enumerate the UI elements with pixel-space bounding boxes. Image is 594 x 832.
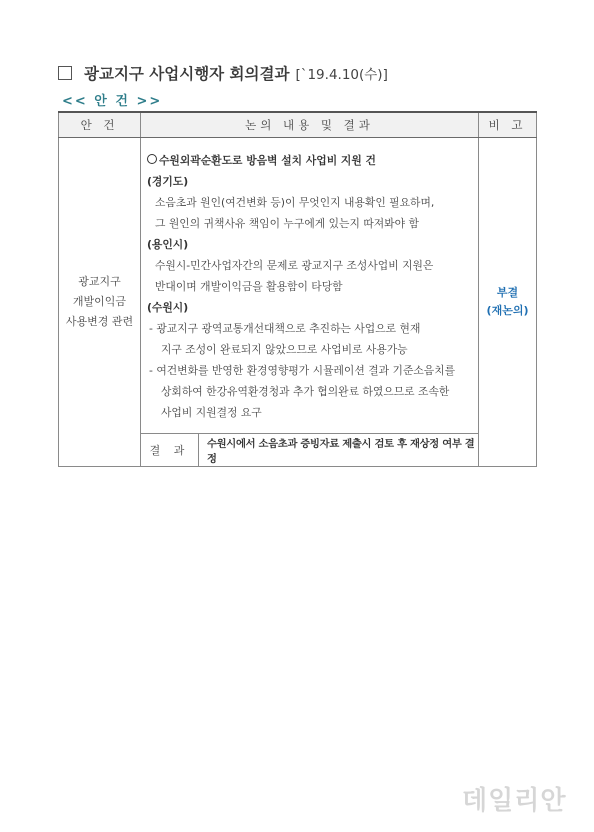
- header-content: 논의 내용 및 결과: [141, 112, 479, 138]
- yongin-line: 수원시-민간사업자간의 문제로 광교지구 조성사업비 지원은: [155, 259, 434, 272]
- note-line: 부결: [496, 286, 519, 299]
- item-title: [147, 150, 472, 171]
- suwon-bullet-line: 지구 조성이 완료되지 않았으므로 사업비로 사용가능: [161, 343, 408, 356]
- agenda-line: 개발이익금: [72, 295, 127, 308]
- header-agenda: 안 건: [59, 112, 141, 138]
- suwon-bullet-line: 상회하여 한강유역환경청과 추가 협의완료 하였으므로 조속한: [161, 385, 450, 398]
- section-label: << 안 건 >>: [62, 94, 163, 109]
- watermark-logo: 데일리안: [462, 786, 567, 816]
- suwon-bullet-line: - 광교지구 광역교통개선대책으로 추진하는 사업으로 현재: [149, 322, 421, 335]
- note-line: (재논의): [486, 304, 529, 317]
- suwon-bullet-line: 사업비 지원결정 요구: [161, 406, 262, 419]
- result-text: 수원시에서 소음초과 증빙자료 제출시 검토 후 재상정 여부 결정: [199, 434, 479, 467]
- table-row: [59, 138, 537, 434]
- table-header-row: [59, 112, 537, 138]
- suwon-bullet-line: - 여건변화를 반영한 환경영향평가 시뮬레이션 결과 기준소음치를: [149, 364, 456, 377]
- circle-bullet-icon: [147, 154, 157, 164]
- agenda-cell: [59, 138, 141, 467]
- party-label-suwon: (수원시): [147, 301, 189, 314]
- title-text: 광교지구 사업시행자 회의결과: [84, 65, 290, 83]
- item-title-text: 수원외곽순환도로 방음벽 설치 사업비 지원 건: [159, 154, 376, 167]
- document-title: [58, 62, 388, 84]
- yongin-line: 반대이며 개발이익금을 활용함이 타당함: [155, 280, 343, 293]
- result-label: 결 과: [141, 434, 199, 467]
- title-date: [`19.4.10(수)]: [295, 67, 388, 83]
- gyeonggi-line: 소음초과 원인(여건변화 등)이 무엇인지 내용확인 필요하며,: [155, 196, 435, 209]
- note-cell: [479, 138, 537, 467]
- meeting-results-table: [58, 111, 537, 467]
- discussion-cell: [141, 138, 479, 434]
- header-note: 비 고: [479, 112, 537, 138]
- party-label-yongin: (용인시): [147, 238, 189, 251]
- agenda-line: 사용변경 관련: [65, 315, 134, 328]
- party-label-gyeonggi: (경기도): [147, 175, 189, 188]
- agenda-line: 광교지구: [78, 275, 121, 288]
- checkbox-square-icon: [58, 66, 72, 80]
- gyeonggi-line: 그 원인의 귀책사유 책임이 누구에게 있는지 따져봐야 함: [155, 217, 419, 230]
